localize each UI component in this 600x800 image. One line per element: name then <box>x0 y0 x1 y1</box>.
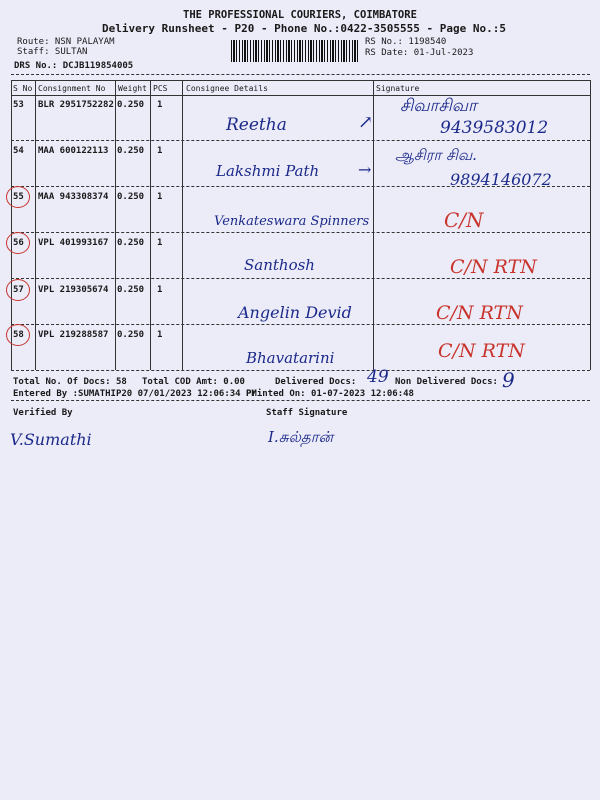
row-sno: 55 <box>13 192 24 202</box>
staff-label: Staff: SULTAN <box>17 47 88 57</box>
row-sno: 53 <box>13 100 24 110</box>
row-pcs: 1 <box>157 192 163 202</box>
table-vline <box>182 80 183 370</box>
col-header-signature: Signature <box>376 84 420 93</box>
arrow-mark: → <box>358 160 372 179</box>
route-label: Route: NSN PALAYAM <box>17 37 115 47</box>
col-header-consignee: Consignee Details <box>186 84 268 93</box>
row-signature: C/N RTN <box>438 340 525 362</box>
delivered-docs-label: Delivered Docs: <box>275 377 357 387</box>
header-divider <box>11 74 590 75</box>
drs-number: DRS No.: DCJB119854005 <box>14 61 134 71</box>
runsheet-subtitle: Delivery Runsheet - P20 - Phone No.:0422-3505555 - Page No.:5 <box>102 22 506 35</box>
barcode <box>231 40 359 62</box>
row-pcs: 1 <box>157 330 163 340</box>
col-header-sno: S No <box>13 84 33 93</box>
row-consignee-name: Reetha <box>226 115 287 135</box>
row-signature: ஆசிரா சிவ. <box>395 146 477 164</box>
col-header-consignment: Consignment No <box>38 84 106 93</box>
row-pcs: 1 <box>157 100 163 110</box>
row-divider <box>11 278 590 279</box>
table-vline <box>35 80 36 370</box>
delivered-docs-value: 49 <box>367 367 389 387</box>
col-header-pcs: PCS <box>153 84 168 93</box>
table-vline <box>590 80 591 370</box>
row-phone: 9439583012 <box>440 118 549 138</box>
col-header-weight: Weight <box>118 84 147 93</box>
staff-signature-label: Staff Signature <box>266 408 348 418</box>
verified-by-label: Verified By <box>13 408 73 418</box>
row-weight: 0.250 <box>117 100 145 110</box>
row-signature: C/N <box>444 208 484 232</box>
row-phone: 9894146072 <box>450 170 552 189</box>
staff-signature: I.சுல்தான் <box>268 428 334 446</box>
row-weight: 0.250 <box>117 330 145 340</box>
company-title: THE PROFESSIONAL COURIERS, COIMBATORE <box>183 9 417 21</box>
row-pcs: 1 <box>157 285 163 295</box>
row-weight: 0.250 <box>117 238 145 248</box>
row-weight: 0.250 <box>117 146 145 156</box>
row-consignee-name: Venkateswara Spinners <box>214 214 370 229</box>
table-vline <box>373 80 374 370</box>
row-divider <box>11 140 590 141</box>
arrow-mark: ↗ <box>358 112 374 133</box>
row-consignment: BLR 2951752282 <box>38 100 114 110</box>
row-consignment: VPL 401993167 <box>38 238 109 248</box>
total-cod-amount: Total COD Amt: 0.00 <box>142 377 245 387</box>
non-delivered-docs-label: Non Delivered Docs: <box>395 377 498 387</box>
row-consignee-name: Bhavatarini <box>246 349 335 367</box>
table-vline <box>115 80 116 370</box>
row-consignment: MAA 600122113 <box>38 146 109 156</box>
entered-by: Entered By :SUMATHIP20 07/01/2023 12:06:34 PM <box>13 389 257 399</box>
row-consignment: VPL 219305674 <box>38 285 109 295</box>
row-sno: 57 <box>13 285 24 295</box>
footer-divider <box>11 400 590 401</box>
row-signature: சிவாசிவா <box>400 96 477 116</box>
row-consignee-name: Lakshmi Path <box>216 162 320 180</box>
printed-on: Printed On: 01-07-2023 12:06:48 <box>246 389 414 399</box>
verified-by-signature: V.Sumathi <box>10 430 92 449</box>
row-divider <box>11 232 590 233</box>
row-weight: 0.250 <box>117 285 145 295</box>
row-consignee-name: Santhosh <box>244 256 315 274</box>
row-signature: C/N RTN <box>436 302 523 324</box>
row-pcs: 1 <box>157 238 163 248</box>
non-delivered-docs-value: 9 <box>502 368 515 392</box>
row-sno: 56 <box>13 238 24 248</box>
row-divider <box>11 324 590 325</box>
row-sno: 54 <box>13 146 24 156</box>
total-docs: Total No. Of Docs: 58 <box>13 377 127 387</box>
row-consignee-name: Angelin Devid <box>238 303 352 322</box>
row-consignment: VPL 219288587 <box>38 330 109 340</box>
table-header-border <box>11 95 590 96</box>
rs-number: RS No.: 1198540 <box>365 37 447 47</box>
row-pcs: 1 <box>157 146 163 156</box>
row-divider <box>11 186 590 187</box>
row-weight: 0.250 <box>117 192 145 202</box>
table-vline <box>150 80 151 370</box>
row-sno: 58 <box>13 330 24 340</box>
row-signature: C/N RTN <box>450 256 537 278</box>
rs-date: RS Date: 01-Jul-2023 <box>365 48 474 58</box>
row-consignment: MAA 943308374 <box>38 192 109 202</box>
table-top-border <box>11 80 590 81</box>
